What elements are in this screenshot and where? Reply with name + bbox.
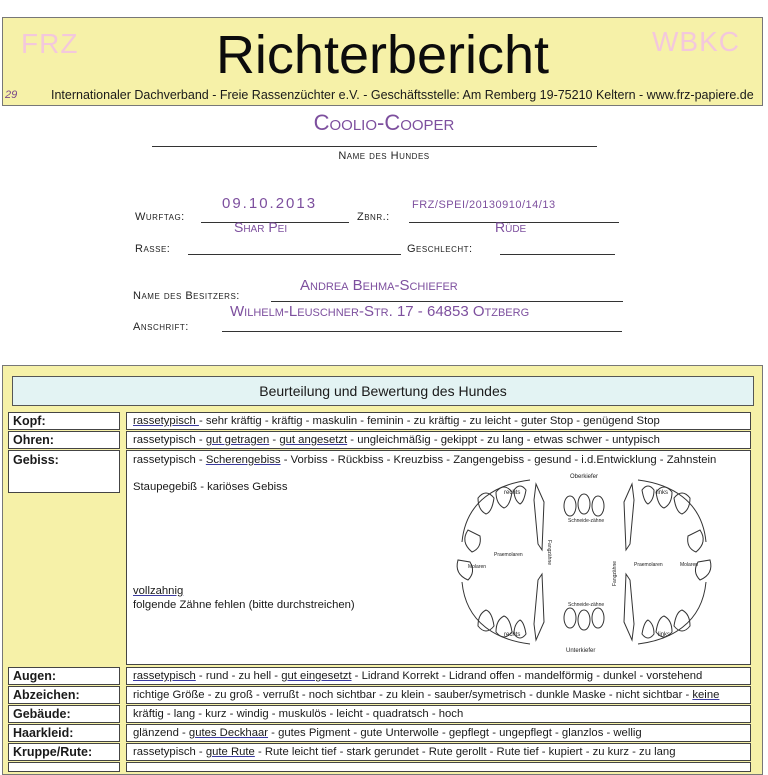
links-bottom-label: links xyxy=(658,632,671,638)
zbnr-value: FRZ/SPEI/20130910/14/13 xyxy=(412,199,556,211)
kopf-value xyxy=(126,412,751,430)
haarkleid-value xyxy=(126,724,751,742)
next-row-label xyxy=(8,762,120,772)
sex-label: Geschlecht: xyxy=(407,243,473,255)
gebiss-part-2: - Vorbiss - Rückbiss - Kreuzbiss - Zangengebiss - gesund - i.d.Entwicklung - Zahnstein xyxy=(280,454,717,466)
gebaeude-label: Gebäude: xyxy=(8,705,120,723)
gebaeude-value xyxy=(126,705,751,723)
rechts-bottom-label: rechts xyxy=(504,632,521,638)
dog-name-line xyxy=(152,146,597,147)
address-value: Wilhelm-Leuschner-Str. 17 - 64853 Otzberg xyxy=(230,303,530,320)
gebiss-line-1 xyxy=(133,451,750,469)
links-top-label: links xyxy=(656,490,669,496)
abzeichen-selected: keine xyxy=(692,689,720,701)
augen-part-2: - Lidrand Korrekt - Lidrand offen - mandelförmig - dunkel - vorstehend xyxy=(351,670,703,682)
kruppe-part-1: rassetypisch - xyxy=(133,746,206,758)
birth-date-value: 09.10.2013 xyxy=(222,195,318,212)
header-banner xyxy=(2,17,763,106)
haarkleid-part-1: glänzend - xyxy=(133,727,189,739)
premolars-right-label: Praemolaren xyxy=(634,562,663,568)
address-line xyxy=(222,331,622,332)
augen-value xyxy=(126,667,751,685)
assessment-heading: Beurteilung und Bewertung des Hundes xyxy=(12,376,754,406)
kopf-options: - sehr kräftig - kräftig - maskulin - feminin - zu kräftig - zu leicht - guter Stop - genügend Stop xyxy=(198,415,660,427)
page-title: Richterbericht xyxy=(215,25,550,85)
owner-label: Name des Besitzers: xyxy=(133,290,240,302)
gebiss-part-1: rassetypisch - xyxy=(133,454,206,466)
sex-line xyxy=(500,254,615,255)
ohren-part-1: rassetypisch - xyxy=(133,434,206,446)
abzeichen-part-1: richtige Größe - zu groß - verrußt - noch sichtbar - zu klein - sauber/symetrisch - dunkle Maske - nicht sichtbar - xyxy=(133,689,693,701)
premolars-left-label: Praemolaren xyxy=(494,552,523,558)
ohren-selected-1: gut getragen xyxy=(205,434,270,446)
haarkleid-selected: gutes Deckhaar xyxy=(188,727,269,739)
wbkc-logo: WBKC xyxy=(652,26,740,57)
address-label: Anschrift: xyxy=(133,321,189,333)
kopf-selected: rassetypisch xyxy=(133,415,199,427)
lower-jaw-label: Unterkiefer xyxy=(566,648,596,654)
gebiss-line-2: Staupegebiß - kariöses Gebiss xyxy=(133,481,288,493)
gebiss-selected: Scherengebiss xyxy=(205,454,281,466)
upper-jaw-label: Oberkiefer xyxy=(570,474,599,480)
incisors-top-label: Schneide-zähne xyxy=(568,518,605,524)
kruppe-part-2: - Rute leicht tief - stark gerundet - Rute gerollt - Rute tief - kupiert - zu kurz - zu lang xyxy=(254,746,676,758)
birth-date-label: Wurftag: xyxy=(135,211,185,223)
dog-name-label: Name des Hundes xyxy=(338,150,430,162)
ohren-part-2: - xyxy=(269,434,280,446)
ohren-selected-2: gut angesetzt xyxy=(279,434,348,446)
haarkleid-part-2: - gutes Pigment - gute Unterwolle - gepflegt - ungepflegt - glanzlos - wellig xyxy=(268,727,642,739)
missing-teeth-text: folgende Zähne fehlen (bitte durchstreichen) xyxy=(133,599,355,611)
owner-line xyxy=(271,301,623,302)
sex-value: Rüde xyxy=(495,219,527,235)
incisors-bottom-label: Schneide-zähne xyxy=(568,602,605,608)
vollzahnig-text: vollzahnig xyxy=(133,585,184,597)
augen-part-1: - rund - zu hell - xyxy=(195,670,282,682)
augen-selected-2: gut eingesetzt xyxy=(281,670,352,682)
haarkleid-label: Haarkleid: xyxy=(8,724,120,742)
gebiss-label: Gebiss: xyxy=(8,450,120,493)
abzeichen-label: Abzeichen: xyxy=(8,686,120,704)
breed-line xyxy=(188,254,401,255)
kopf-label: Kopf: xyxy=(8,412,120,430)
frz-logo: FRZ xyxy=(21,28,79,59)
kruppe-label: Kruppe/Rute: xyxy=(8,743,120,761)
ohren-part-3: - ungleichmäßig - gekippt - zu lang - etwas schwer - untypisch xyxy=(347,434,660,446)
ohren-label: Ohren: xyxy=(8,431,120,449)
owner-value: Andrea Behma-Schiefer xyxy=(300,277,458,294)
rechts-top-label: rechts xyxy=(504,490,521,496)
association-info: Internationaler Dachverband - Freie Rassenzüchter e.V. - Geschäftsstelle: Am Remberg 19-75210 Keltern - www.frz-papiere.de xyxy=(51,88,754,102)
dental-chart xyxy=(448,470,720,654)
dog-name-value: Coolio-Cooper xyxy=(313,110,455,135)
canines-right-label: Fangzähne xyxy=(612,560,618,586)
kruppe-value xyxy=(126,743,751,761)
canines-left-label: Fangzähne xyxy=(546,540,552,566)
handwritten-number: 29 xyxy=(5,89,18,101)
breed-label: Rasse: xyxy=(135,243,171,255)
kruppe-selected: gute Rute xyxy=(205,746,255,758)
zbnr-label: Zbnr.: xyxy=(357,211,390,223)
ohren-value xyxy=(126,431,751,449)
augen-selected-1: rassetypisch xyxy=(133,670,196,682)
augen-label: Augen: xyxy=(8,667,120,685)
gebaeude-options: kräftig - lang - kurz - windig - muskulös - leicht - quadratsch - hoch xyxy=(133,708,464,720)
breed-value: Shar Pei xyxy=(234,219,288,235)
molars-right-label: Molaren xyxy=(680,562,699,568)
next-row-value xyxy=(126,762,751,772)
abzeichen-value xyxy=(126,686,751,704)
molars-left-label: Molaren xyxy=(468,564,487,570)
